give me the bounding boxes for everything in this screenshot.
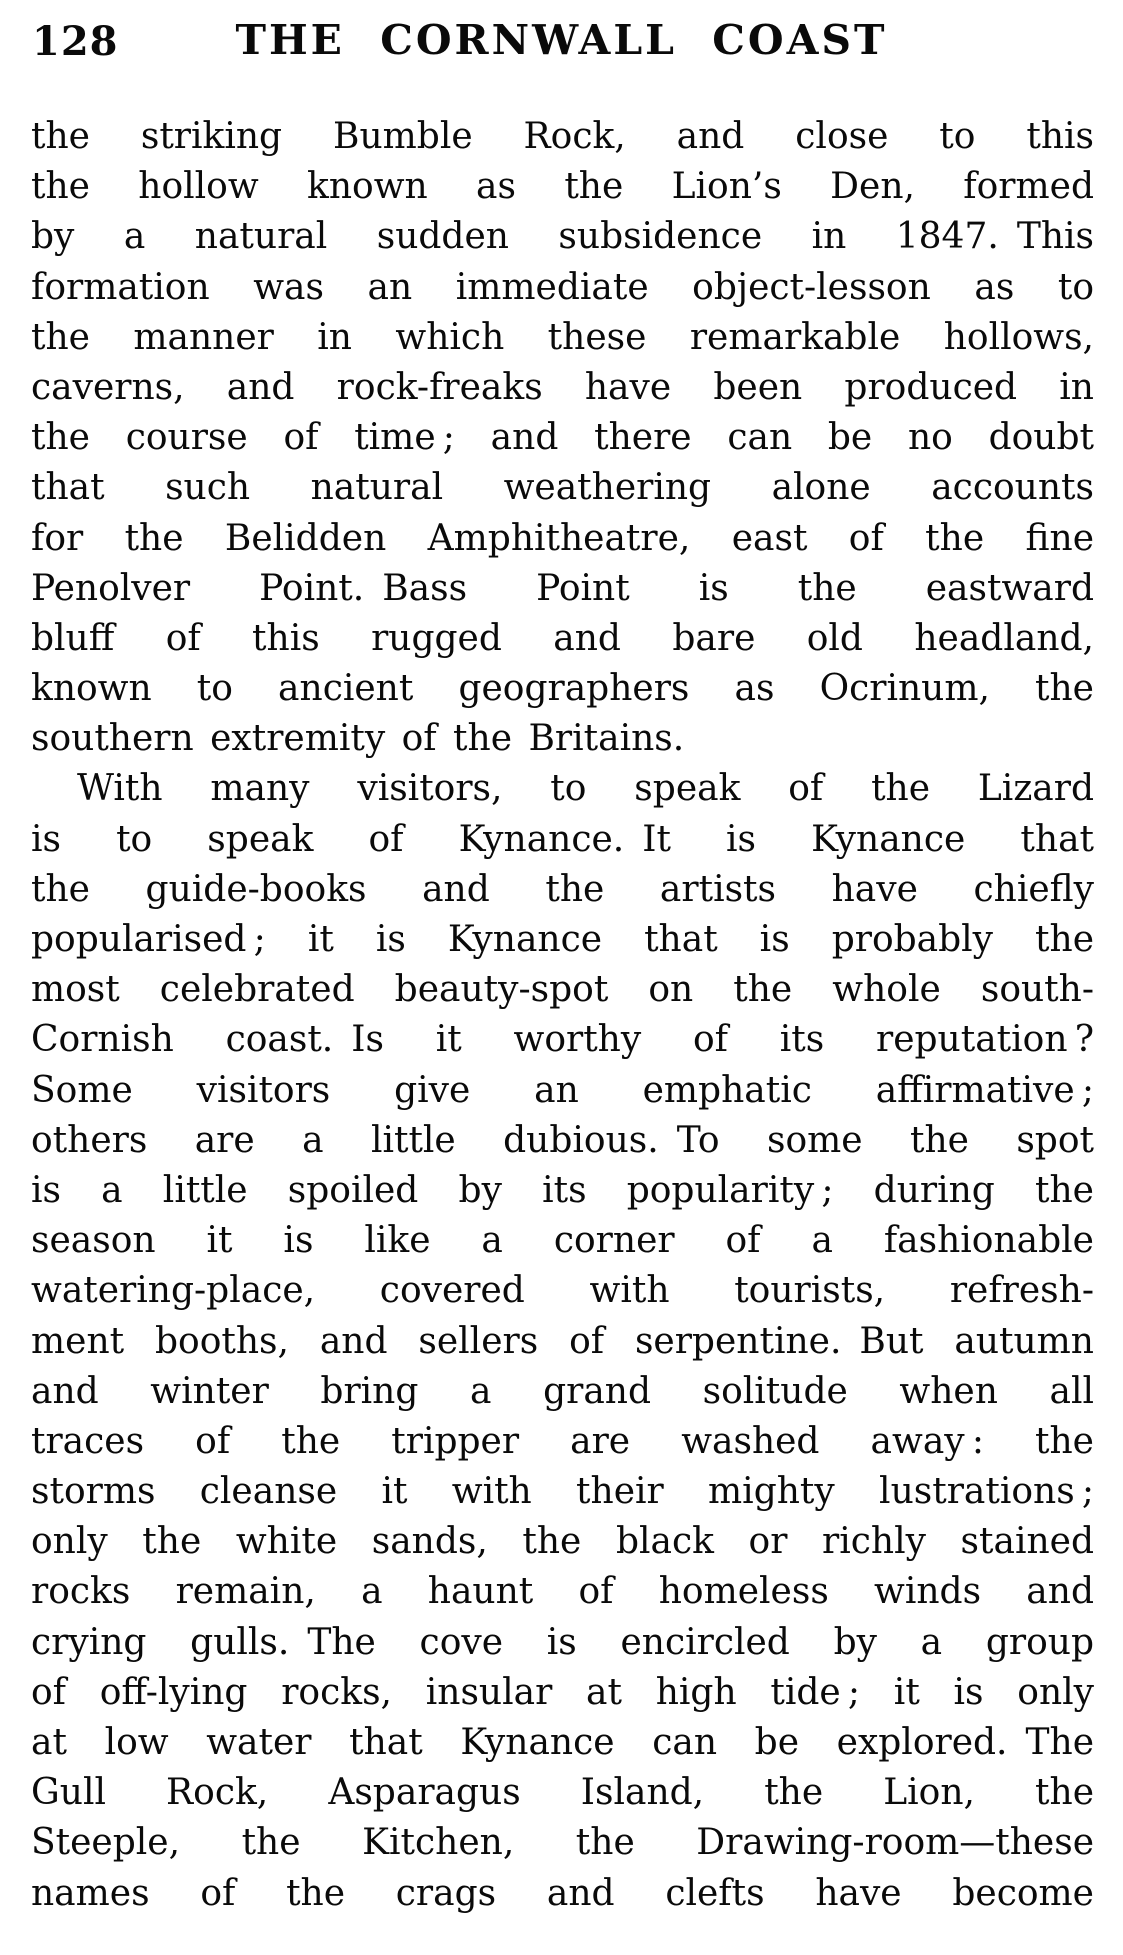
text-line: Gull Rock, Asparagus Island, the Lion, the bbox=[31, 1772, 1094, 1814]
text-line: for the Belidden Amphitheatre, east of the fine bbox=[31, 517, 1094, 559]
text-line: the hollow known as the Lion’s Den, formed bbox=[31, 166, 1094, 208]
text-line: storms cleanse it with their mighty lustrations ; bbox=[31, 1471, 1094, 1513]
page-header bbox=[30, 16, 1093, 78]
text-line: others are a little dubious. To some the spot bbox=[31, 1119, 1094, 1161]
text-line: southern extremity of the Britains. bbox=[31, 718, 685, 760]
text-line: watering-place, covered with tourists, refresh- bbox=[31, 1270, 1094, 1312]
page-number: 128 bbox=[32, 18, 119, 65]
text-line: caverns, and rock-freaks have been produced in bbox=[31, 366, 1094, 408]
text-line: is to speak of Kynance. It is Kynance that bbox=[31, 818, 1094, 860]
text-line: Penolver Point. Bass Point is the eastward bbox=[31, 567, 1094, 609]
text-line: Steeple, the Kitchen, the Drawing-room—these bbox=[31, 1822, 1094, 1864]
text-line: most celebrated beauty-spot on the whole south- bbox=[31, 969, 1094, 1011]
text-line: popularised ; it is Kynance that is probably the bbox=[31, 919, 1094, 960]
text-line: names of the crags and clefts have become bbox=[31, 1872, 1094, 1914]
text-line: formation was an immediate object-lesson as to bbox=[31, 266, 1094, 308]
text-line: the manner in which these remarkable hollows, bbox=[31, 316, 1094, 358]
text-line: that such natural weathering alone accounts bbox=[31, 467, 1094, 509]
page-body bbox=[31, 112, 1094, 1919]
running-head-title: THE CORNWALL COAST bbox=[235, 16, 888, 64]
text-line: and winter bring a grand solitude when all bbox=[31, 1370, 1094, 1412]
text-line: of off-lying rocks, insular at high tide ; it is only bbox=[31, 1671, 1094, 1713]
text-line: by a natural sudden subsidence in 1847. This bbox=[31, 216, 1094, 258]
text-line: is a little spoiled by its popularity ; during the bbox=[31, 1169, 1094, 1211]
text-line: traces of the tripper are washed away : the bbox=[31, 1420, 1094, 1462]
text-line: known to ancient geographers as Ocrinum, the bbox=[31, 668, 1094, 710]
text-line: season it is like a corner of a fashionable bbox=[31, 1220, 1094, 1262]
text-line: ment booths, and sellers of serpentine. But autumn bbox=[31, 1320, 1094, 1362]
text-line: the striking Bumble Rock, and close to this bbox=[31, 116, 1094, 157]
text-line: bluff of this rugged and bare old headland, bbox=[31, 617, 1094, 659]
text-line: With many visitors, to speak of the Lizard bbox=[77, 768, 1094, 810]
text-line: at low water that Kynance can be explored. The bbox=[31, 1722, 1094, 1763]
text-line: Some visitors give an emphatic affirmative ; bbox=[31, 1069, 1094, 1111]
text-line: the guide-books and the artists have chiefly bbox=[31, 868, 1094, 910]
text-line: only the white sands, the black or richly stained bbox=[31, 1521, 1094, 1563]
text-line: crying gulls. The cove is encircled by a group bbox=[31, 1621, 1094, 1663]
text-line: rocks remain, a haunt of homeless winds and bbox=[31, 1571, 1094, 1613]
text-line: the course of time ; and there can be no doubt bbox=[31, 417, 1094, 459]
text-line: Cornish coast. Is it worthy of its reputation ? bbox=[31, 1019, 1094, 1061]
